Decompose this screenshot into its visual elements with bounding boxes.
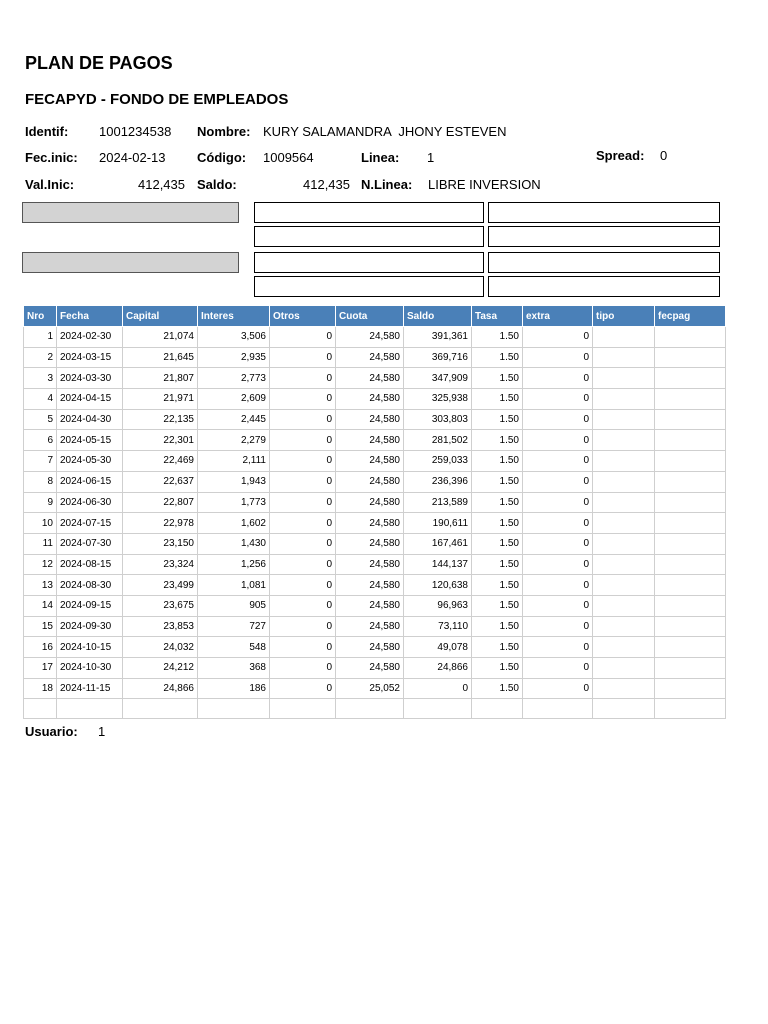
table-cell xyxy=(655,368,726,389)
table-cell: 24,580 xyxy=(336,637,404,658)
table-cell: 24,580 xyxy=(336,595,404,616)
table-cell: 0 xyxy=(523,492,593,513)
table-cell: 186 xyxy=(198,678,270,699)
table-cell: 259,033 xyxy=(404,451,472,472)
table-cell xyxy=(593,327,655,348)
table-cell: 2024-09-15 xyxy=(57,595,123,616)
table-cell xyxy=(270,699,336,719)
table-cell: 2024-04-15 xyxy=(57,389,123,410)
table-cell: 24,580 xyxy=(336,616,404,637)
table-cell: 49,078 xyxy=(404,637,472,658)
table-cell: 13 xyxy=(24,575,57,596)
table-cell: 213,589 xyxy=(404,492,472,513)
table-cell: 22,469 xyxy=(123,451,198,472)
table-row xyxy=(24,595,726,616)
table-cell xyxy=(655,616,726,637)
column-header: Fecha xyxy=(57,306,123,327)
table-cell: 2024-05-15 xyxy=(57,430,123,451)
column-header: Cuota xyxy=(336,306,404,327)
fecinic-label: Fec.inic: xyxy=(25,150,78,165)
table-cell: 167,461 xyxy=(404,533,472,554)
table-cell: 190,611 xyxy=(404,513,472,534)
table-cell xyxy=(593,368,655,389)
table-cell xyxy=(593,616,655,637)
table-row xyxy=(24,368,726,389)
usuario-label: Usuario: xyxy=(25,724,78,739)
table-cell: 24,580 xyxy=(336,471,404,492)
table-cell: 10 xyxy=(24,513,57,534)
table-cell: 5 xyxy=(24,409,57,430)
table-cell xyxy=(655,575,726,596)
table-cell: 1 xyxy=(24,327,57,348)
table-cell: 22,637 xyxy=(123,471,198,492)
table-cell xyxy=(593,492,655,513)
table-cell: 22,301 xyxy=(123,430,198,451)
valinic-value: 412,435 xyxy=(138,177,185,192)
identif-label: Identif: xyxy=(25,124,69,139)
table-row xyxy=(24,409,726,430)
table-cell: 0 xyxy=(523,533,593,554)
table-cell: 905 xyxy=(198,595,270,616)
table-cell: 2024-11-15 xyxy=(57,678,123,699)
spread-value: 0 xyxy=(660,148,668,163)
table-cell: 14 xyxy=(24,595,57,616)
spread-label: Spread: xyxy=(596,148,645,163)
table-cell: 24,580 xyxy=(336,451,404,472)
table-cell: 1.50 xyxy=(472,451,523,472)
table-cell: 2024-10-15 xyxy=(57,637,123,658)
table-cell xyxy=(593,451,655,472)
table-body xyxy=(24,327,726,719)
table-row xyxy=(24,616,726,637)
codigo-value: 1009564 xyxy=(263,150,314,165)
table-cell: 2024-07-30 xyxy=(57,533,123,554)
column-header: extra xyxy=(523,306,593,327)
table-cell: 22,807 xyxy=(123,492,198,513)
payment-plan-table xyxy=(23,305,726,719)
table-cell: 23,324 xyxy=(123,554,198,575)
table-cell: 0 xyxy=(270,658,336,679)
table-cell: 24,580 xyxy=(336,409,404,430)
table-row xyxy=(24,575,726,596)
table-row xyxy=(24,658,726,679)
saldo-value: 412,435 xyxy=(303,177,350,192)
nlinea-label: N.Linea: xyxy=(361,177,413,192)
table-cell xyxy=(593,554,655,575)
table-cell: 8 xyxy=(24,471,57,492)
table-cell: 15 xyxy=(24,616,57,637)
table-cell xyxy=(593,678,655,699)
table-cell: 1.50 xyxy=(472,430,523,451)
table-cell xyxy=(593,513,655,534)
empty-box-8 xyxy=(488,276,720,297)
table-cell: 0 xyxy=(270,327,336,348)
table-row xyxy=(24,637,726,658)
table-row xyxy=(24,327,726,348)
table-cell: 0 xyxy=(523,513,593,534)
table-cell: 0 xyxy=(523,327,593,348)
table-cell xyxy=(655,409,726,430)
table-cell: 1,602 xyxy=(198,513,270,534)
table-cell: 21,074 xyxy=(123,327,198,348)
table-cell: 1,430 xyxy=(198,533,270,554)
table-cell: 0 xyxy=(270,637,336,658)
table-row xyxy=(24,554,726,575)
empty-box-1 xyxy=(254,202,484,223)
table-row xyxy=(24,389,726,410)
table-row xyxy=(24,513,726,534)
table-cell: 0 xyxy=(523,347,593,368)
table-cell: 1,081 xyxy=(198,575,270,596)
table-cell: 24,580 xyxy=(336,533,404,554)
table-cell: 24,212 xyxy=(123,658,198,679)
table-cell xyxy=(123,699,198,719)
table-cell: 24,580 xyxy=(336,513,404,534)
table-cell: 24,580 xyxy=(336,430,404,451)
table-cell xyxy=(57,699,123,719)
table-cell: 0 xyxy=(270,616,336,637)
table-cell: 2024-10-30 xyxy=(57,658,123,679)
table-cell: 0 xyxy=(523,471,593,492)
table-cell: 1.50 xyxy=(472,492,523,513)
table-row xyxy=(24,451,726,472)
table-cell: 24,580 xyxy=(336,492,404,513)
table-cell: 0 xyxy=(270,575,336,596)
page-subtitle: FECAPYD - FONDO DE EMPLEADOS xyxy=(25,91,289,108)
table-cell: 18 xyxy=(24,678,57,699)
table-cell xyxy=(336,699,404,719)
table-cell: 1.50 xyxy=(472,347,523,368)
linea-value: 1 xyxy=(427,150,435,165)
empty-box-7 xyxy=(254,276,484,297)
table-cell: 0 xyxy=(523,430,593,451)
nlinea-value: LIBRE INVERSION xyxy=(428,177,541,192)
table-cell: 1.50 xyxy=(472,513,523,534)
table-cell: 0 xyxy=(523,637,593,658)
table-cell: 0 xyxy=(270,347,336,368)
table-cell: 1.50 xyxy=(472,471,523,492)
table-cell: 0 xyxy=(523,389,593,410)
table-cell: 0 xyxy=(523,409,593,430)
table-cell: 3 xyxy=(24,368,57,389)
table-cell xyxy=(655,658,726,679)
table-cell: 144,137 xyxy=(404,554,472,575)
table-cell: 303,803 xyxy=(404,409,472,430)
table-cell: 236,396 xyxy=(404,471,472,492)
table-cell: 23,150 xyxy=(123,533,198,554)
table-cell: 24,866 xyxy=(123,678,198,699)
table-cell: 727 xyxy=(198,616,270,637)
table-cell: 0 xyxy=(270,554,336,575)
table-cell: 21,645 xyxy=(123,347,198,368)
table-cell: 11 xyxy=(24,533,57,554)
table-cell xyxy=(404,699,472,719)
empty-box-3 xyxy=(254,226,484,247)
column-header: Interes xyxy=(198,306,270,327)
table-cell: 0 xyxy=(270,430,336,451)
table-cell: 4 xyxy=(24,389,57,410)
fecinic-value: 2024-02-13 xyxy=(99,150,166,165)
table-cell: 21,807 xyxy=(123,368,198,389)
table-cell: 9 xyxy=(24,492,57,513)
column-header: Saldo xyxy=(404,306,472,327)
table-cell: 2,609 xyxy=(198,389,270,410)
table-cell: 0 xyxy=(270,451,336,472)
table-cell xyxy=(472,699,523,719)
table-cell: 1.50 xyxy=(472,575,523,596)
table-cell xyxy=(593,533,655,554)
table-cell: 0 xyxy=(270,595,336,616)
table-cell xyxy=(593,430,655,451)
table-cell: 2,279 xyxy=(198,430,270,451)
valinic-label: Val.Inic: xyxy=(25,177,75,192)
table-cell: 73,110 xyxy=(404,616,472,637)
table-cell: 0 xyxy=(523,368,593,389)
table-cell: 24,866 xyxy=(404,658,472,679)
table-cell: 325,938 xyxy=(404,389,472,410)
table-row xyxy=(24,533,726,554)
table-cell: 2,111 xyxy=(198,451,270,472)
table-cell xyxy=(593,389,655,410)
table-cell: 1.50 xyxy=(472,678,523,699)
table-cell xyxy=(655,699,726,719)
table-cell: 0 xyxy=(523,451,593,472)
table-cell: 1,943 xyxy=(198,471,270,492)
table-cell: 6 xyxy=(24,430,57,451)
table-cell xyxy=(24,699,57,719)
table-cell xyxy=(655,347,726,368)
table-cell: 2024-05-30 xyxy=(57,451,123,472)
table-cell: 2024-07-15 xyxy=(57,513,123,534)
table-cell: 0 xyxy=(523,678,593,699)
table-cell: 1.50 xyxy=(472,409,523,430)
column-header: Capital xyxy=(123,306,198,327)
empty-box-2 xyxy=(488,202,720,223)
table-cell: 24,580 xyxy=(336,347,404,368)
column-header: Otros xyxy=(270,306,336,327)
linea-label: Linea: xyxy=(361,150,400,165)
empty-box-4 xyxy=(488,226,720,247)
table-cell: 25,052 xyxy=(336,678,404,699)
table-cell: 2024-02-30 xyxy=(57,327,123,348)
table-row xyxy=(24,678,726,699)
table-cell: 1.50 xyxy=(472,389,523,410)
table-cell: 1.50 xyxy=(472,595,523,616)
codigo-label: Código: xyxy=(197,150,247,165)
table-cell: 0 xyxy=(270,533,336,554)
table-cell: 2024-06-15 xyxy=(57,471,123,492)
table-cell xyxy=(593,409,655,430)
table-cell xyxy=(655,389,726,410)
table-cell: 21,971 xyxy=(123,389,198,410)
table-row xyxy=(24,492,726,513)
table-cell: 16 xyxy=(24,637,57,658)
table-cell: 24,580 xyxy=(336,327,404,348)
nombre-value: KURY SALAMANDRA JHONY ESTEVEN xyxy=(263,124,507,139)
table-cell: 1,773 xyxy=(198,492,270,513)
table-header-row xyxy=(24,306,726,327)
table-cell xyxy=(655,492,726,513)
table-cell: 24,580 xyxy=(336,389,404,410)
table-cell: 2024-09-30 xyxy=(57,616,123,637)
table-cell xyxy=(593,595,655,616)
gray-box-1 xyxy=(22,202,239,223)
empty-box-5 xyxy=(254,252,484,273)
table-cell: 2,773 xyxy=(198,368,270,389)
table-cell: 3,506 xyxy=(198,327,270,348)
table-cell: 548 xyxy=(198,637,270,658)
column-header: fecpag xyxy=(655,306,726,327)
column-header: tipo xyxy=(593,306,655,327)
table-cell xyxy=(593,347,655,368)
table-cell: 0 xyxy=(523,595,593,616)
page-title: PLAN DE PAGOS xyxy=(25,53,173,73)
table-cell: 0 xyxy=(270,471,336,492)
table-cell: 2024-04-30 xyxy=(57,409,123,430)
nombre-label: Nombre: xyxy=(197,124,251,139)
empty-box-6 xyxy=(488,252,720,273)
table-cell: 23,499 xyxy=(123,575,198,596)
table-cell xyxy=(655,554,726,575)
table-cell: 2024-06-30 xyxy=(57,492,123,513)
table-cell: 1.50 xyxy=(472,368,523,389)
table-cell: 281,502 xyxy=(404,430,472,451)
table-cell xyxy=(655,327,726,348)
table-cell: 0 xyxy=(404,678,472,699)
usuario-value: 1 xyxy=(98,724,106,739)
column-header: Tasa xyxy=(472,306,523,327)
table-cell: 7 xyxy=(24,451,57,472)
table-cell: 2024-08-15 xyxy=(57,554,123,575)
table-cell: 24,580 xyxy=(336,658,404,679)
table-empty-row xyxy=(24,699,726,719)
table-cell: 23,675 xyxy=(123,595,198,616)
table-cell: 2,445 xyxy=(198,409,270,430)
column-header: Nro xyxy=(24,306,57,327)
table-cell xyxy=(593,699,655,719)
table-cell: 2,935 xyxy=(198,347,270,368)
table-cell: 17 xyxy=(24,658,57,679)
table-cell: 24,580 xyxy=(336,368,404,389)
table-cell xyxy=(655,451,726,472)
table-cell: 23,853 xyxy=(123,616,198,637)
table-cell xyxy=(655,678,726,699)
table-cell: 0 xyxy=(523,658,593,679)
table-cell xyxy=(523,699,593,719)
table-row xyxy=(24,347,726,368)
table-cell: 1.50 xyxy=(472,327,523,348)
gray-box-2 xyxy=(22,252,239,273)
saldo-label: Saldo: xyxy=(197,177,237,192)
table-cell: 1.50 xyxy=(472,637,523,658)
table-cell xyxy=(655,471,726,492)
table-cell: 369,716 xyxy=(404,347,472,368)
table-cell xyxy=(655,513,726,534)
table-cell: 12 xyxy=(24,554,57,575)
table-cell: 2 xyxy=(24,347,57,368)
table-cell xyxy=(593,637,655,658)
table-cell: 0 xyxy=(270,492,336,513)
table-row xyxy=(24,430,726,451)
table-cell: 1,256 xyxy=(198,554,270,575)
identif-value: 1001234538 xyxy=(99,124,172,139)
table-cell xyxy=(593,658,655,679)
table-cell: 0 xyxy=(270,513,336,534)
table-cell: 22,135 xyxy=(123,409,198,430)
table-cell: 0 xyxy=(270,409,336,430)
table-cell: 2024-03-15 xyxy=(57,347,123,368)
table-cell: 0 xyxy=(270,368,336,389)
table-cell xyxy=(655,430,726,451)
table-cell: 96,963 xyxy=(404,595,472,616)
table-cell: 391,361 xyxy=(404,327,472,348)
table-cell: 1.50 xyxy=(472,658,523,679)
table-cell: 120,638 xyxy=(404,575,472,596)
table-cell: 2024-03-30 xyxy=(57,368,123,389)
table-cell: 0 xyxy=(270,678,336,699)
table-cell: 24,032 xyxy=(123,637,198,658)
table-cell xyxy=(593,471,655,492)
table-cell: 1.50 xyxy=(472,554,523,575)
table-cell: 1.50 xyxy=(472,616,523,637)
table-row xyxy=(24,471,726,492)
table-cell xyxy=(655,595,726,616)
table-cell: 0 xyxy=(523,616,593,637)
table-cell: 1.50 xyxy=(472,533,523,554)
table-cell: 24,580 xyxy=(336,575,404,596)
table-cell: 368 xyxy=(198,658,270,679)
table-cell: 0 xyxy=(523,575,593,596)
table-cell: 22,978 xyxy=(123,513,198,534)
table-cell xyxy=(655,637,726,658)
table-cell: 2024-08-30 xyxy=(57,575,123,596)
table-cell: 0 xyxy=(523,554,593,575)
table-cell: 347,909 xyxy=(404,368,472,389)
table-cell: 0 xyxy=(270,389,336,410)
table-cell xyxy=(198,699,270,719)
table-cell: 24,580 xyxy=(336,554,404,575)
table-cell xyxy=(593,575,655,596)
table-cell xyxy=(655,533,726,554)
